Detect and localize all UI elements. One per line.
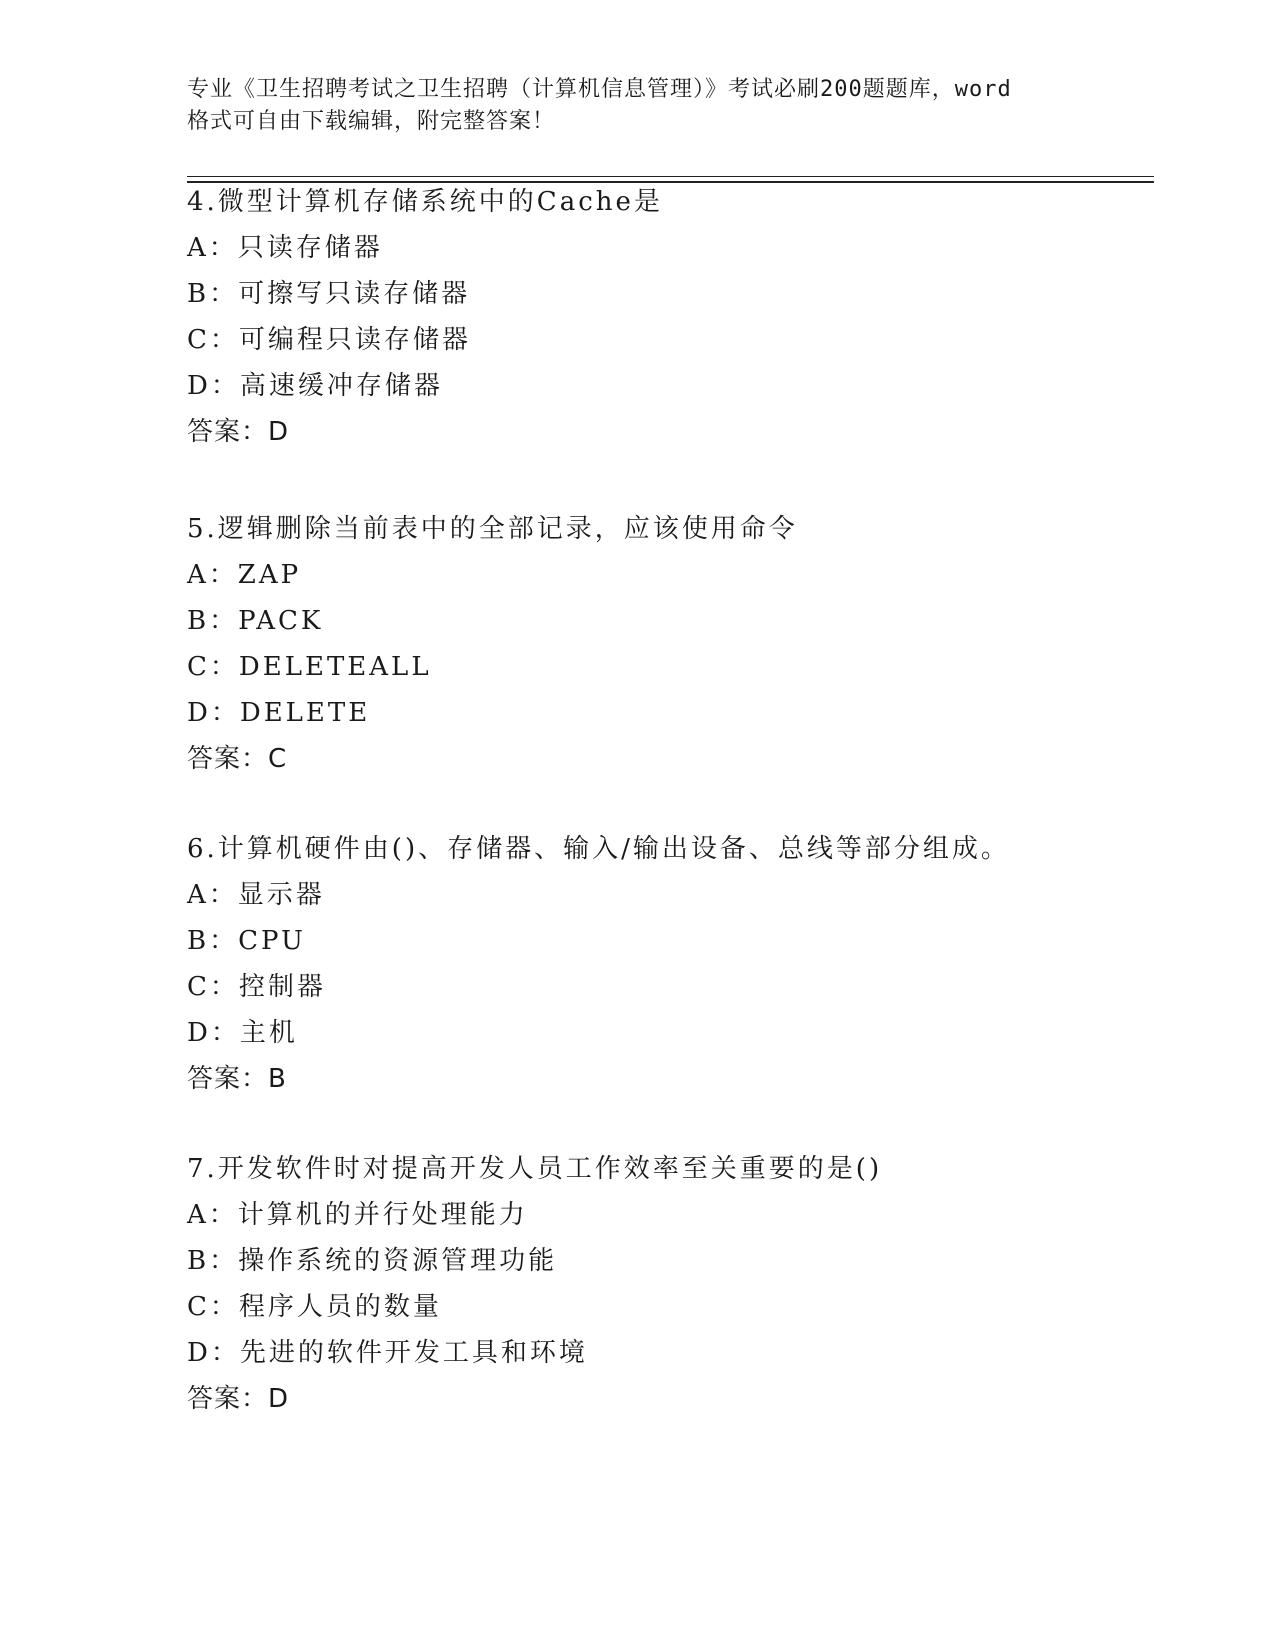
option-d: D：DELETE <box>187 698 371 728</box>
answer-text: 答案：D <box>187 1384 290 1414</box>
option-b: B：PACK <box>187 606 324 636</box>
header-line-2: 格式可自由下载编辑，附完整答案！ <box>187 109 556 134</box>
answer-text: 答案：B <box>187 1064 287 1094</box>
option-a: A：只读存储器 <box>187 233 383 263</box>
question-6 <box>187 826 1147 1102</box>
option-b: B：可擦写只读存储器 <box>187 279 471 309</box>
option-c: C：可编程只读存储器 <box>187 325 471 355</box>
question-stem: 7.开发软件时对提高开发人员工作效率至关重要的是() <box>187 1154 883 1184</box>
question-stem: 4.微型计算机存储系统中的Cache是 <box>187 187 663 217</box>
option-b: B：操作系统的资源管理功能 <box>187 1246 558 1276</box>
option-c: C：控制器 <box>187 972 326 1002</box>
question-stem: 5.逻辑删除当前表中的全部记录，应该使用命令 <box>187 514 798 544</box>
document-header <box>187 74 1087 138</box>
option-a: A：计算机的并行处理能力 <box>187 1200 528 1230</box>
header-line-1: 专业《卫生招聘考试之卫生招聘（计算机信息管理）》考试必刷200题题库，word <box>187 77 1012 102</box>
question-7 <box>187 1146 1147 1422</box>
answer-text: 答案：D <box>187 417 290 447</box>
answer-text: 答案：C <box>187 744 288 774</box>
question-stem: 6.计算机硬件由()、存储器、输入/输出设备、总线等部分组成。 <box>187 834 1010 864</box>
option-d: D：主机 <box>187 1018 298 1048</box>
option-b: B：CPU <box>187 926 306 956</box>
question-5 <box>187 506 1147 782</box>
question-4 <box>187 179 1147 455</box>
option-c: C：DELETEALL <box>187 652 432 682</box>
option-a: A：ZAP <box>187 560 302 590</box>
option-d: D：先进的软件开发工具和环境 <box>187 1338 588 1368</box>
header-divider-thin <box>187 176 1154 177</box>
option-d: D：高速缓冲存储器 <box>187 371 443 401</box>
option-c: C：程序人员的数量 <box>187 1292 442 1322</box>
option-a: A：显示器 <box>187 880 325 910</box>
